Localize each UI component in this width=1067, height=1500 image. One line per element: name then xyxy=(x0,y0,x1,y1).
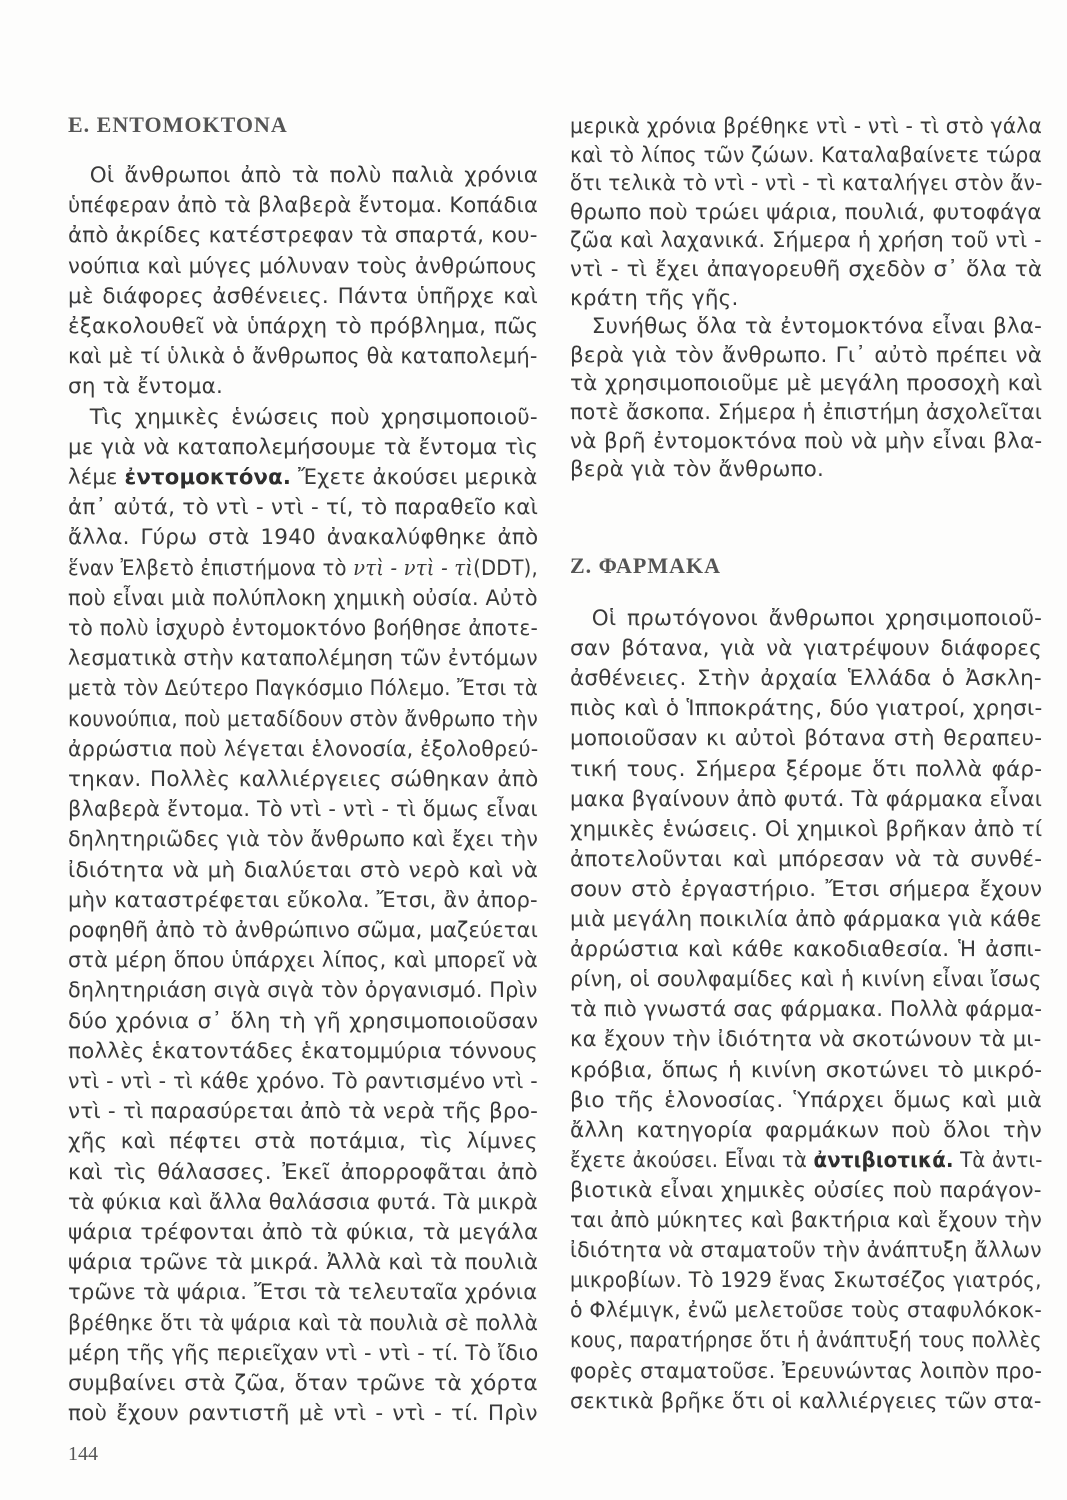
text-line xyxy=(570,255,1042,285)
text-run: ροφηθῆ ἀπὸ τὸ ἀνθρώπινο σῶμα, μαζεύεται xyxy=(68,918,538,943)
text-line xyxy=(570,284,739,314)
text-run: ἰδιότητα νὰ σταματοῦν τὴν ἀνάπτυξη ἄλλων xyxy=(570,1238,1042,1264)
text-line xyxy=(68,795,538,825)
text-line xyxy=(68,1248,538,1278)
text-line xyxy=(570,112,1042,142)
text-line xyxy=(570,634,1042,664)
text-line xyxy=(570,1116,1042,1146)
text-line xyxy=(68,1369,538,1399)
text-run: μὲ διάφορες ἀσθένειες. Πάντα ὑπῆρχε καὶ xyxy=(68,283,538,309)
text-run: βλαβερὰ ἔντομα. Τὸ ντὶ - ντὶ - τὶ ὅμως εἶναι xyxy=(68,797,538,823)
text-line xyxy=(570,724,1042,754)
text-run: κα ἔχουν τὴν ἰδιότητα νὰ σκοτώνουν τὰ μι- xyxy=(570,1027,1042,1053)
text-line xyxy=(68,916,538,946)
text-run: ρίνη, οἱ σουλφαμίδες καὶ ἡ κινίνη εἶναι ἴσως xyxy=(570,967,1042,993)
text-run: ψάρια τρῶνε τὰ μικρά. Ἀλλὰ καὶ τὰ πουλιὰ xyxy=(68,1250,539,1276)
text-line xyxy=(570,169,1042,199)
text-line xyxy=(68,976,537,1006)
text-run: μοποιοῦσαν κι αὐτοὶ βότανα στὴ θεραπευ- xyxy=(570,726,1043,752)
text-line xyxy=(570,1357,1042,1387)
text-run: δύο χρόνια σ᾽ ὅλη τὴ γῆ χρησιμοποιοῦσαν xyxy=(68,1008,539,1034)
text-line xyxy=(68,161,538,191)
text-line xyxy=(570,455,824,485)
text-line xyxy=(68,342,538,372)
text-line xyxy=(570,755,1042,785)
text-run: χημικὲς ἑνώσεις. Οἱ χημικοὶ βρῆκαν ἀπὸ τί xyxy=(570,816,1043,842)
text-run: μέρη τῆς γῆς περιεῖχαν ντὶ - ντὶ - τί. Τὸ ἴδιο xyxy=(68,1340,539,1366)
text-run: ἀρρώστια καὶ κάθε κακοδιαθεσία. Ἡ ἀσπι- xyxy=(570,937,1042,963)
text-run: ται ἀπὸ μύκητες καὶ βακτήρια καὶ ἔχουν τὴν xyxy=(570,1208,1043,1233)
text-line xyxy=(570,1025,1042,1055)
text-line xyxy=(68,765,538,795)
text-run: ἀρρώστια ποὺ λέγεται ἑλονοσία, ἐξολοθρεύ- xyxy=(68,736,539,762)
text-line xyxy=(68,674,538,704)
text-line xyxy=(68,433,538,463)
text-line xyxy=(68,1188,538,1218)
text-run: μιὰ μεγάλη ποικιλία ἀπὸ φάρμακα γιὰ κάθε xyxy=(570,907,1042,932)
text-line xyxy=(68,403,538,433)
text-line xyxy=(68,1067,538,1097)
text-line xyxy=(570,875,1042,905)
text-run: ἔχετε ἀκούσει. Εἶναι τὰ xyxy=(570,1147,814,1173)
text-line xyxy=(68,372,223,402)
text-run: βρέθηκε ὅτι τὰ ψάρια καὶ τὰ πουλιὰ σὲ πολλὰ xyxy=(68,1310,539,1336)
text-run: σαν βότανα, γιὰ νὰ γιατρέψουν διάφορες xyxy=(570,636,1042,662)
text-run: μικροβίων. Τὸ 1929 ἕνας Σκωτσέζος γιατρός, xyxy=(570,1268,1042,1294)
text-line xyxy=(68,584,538,614)
text-run: Οἱ ἄνθρωποι ἀπὸ τὰ πολὺ παλιὰ χρόνια xyxy=(68,163,539,188)
text-line xyxy=(68,252,537,282)
text-line xyxy=(68,644,538,674)
text-run: ἀπὸ ἀκρίδες κατέστρεφαν τὰ σπαρτά, κου- xyxy=(68,223,538,249)
text-line xyxy=(68,946,538,976)
text-line xyxy=(570,1236,1042,1266)
text-line xyxy=(570,604,1042,634)
text-line xyxy=(570,198,1042,228)
text-line xyxy=(68,614,538,644)
text-line xyxy=(570,1176,1042,1206)
text-run: δηλητηριάση σιγὰ σιγὰ τὸν ὀργανισμό. Πρὶν xyxy=(68,978,538,1004)
text-run: κους, παρατήρησε ὅτι ἡ ἀνάπτυξή τους πολλὲς xyxy=(570,1328,1042,1354)
text-line xyxy=(68,886,538,916)
text-line xyxy=(570,369,1042,399)
page-number: 144 xyxy=(68,1443,98,1465)
text-run: με γιὰ νὰ καταπολεμήσουμε τὰ ἔντομα τὶς xyxy=(68,434,539,460)
text-line xyxy=(68,493,538,523)
text-line xyxy=(570,398,1042,428)
text-run: μακα βγαίνουν ἀπὸ φυτά. Τὰ φάρμακα εἶναι xyxy=(570,786,1043,812)
text-run: στὰ μέρη ὅπου ὑπάρχει λίπος, καὶ μπορεῖ νὰ xyxy=(68,948,538,974)
text-run: τὰ φύκια καὶ ἄλλα θαλάσσια φυτά. Τὰ μικρὰ xyxy=(68,1189,539,1215)
text-run: ἕναν Ἐλβετὸ ἐπιστήμονα τὸ xyxy=(68,555,354,581)
text-run: ποὺ εἶναι μιὰ πολύπλοκη χημικὴ οὐσία. Αὐτὸ xyxy=(68,585,538,611)
text-line xyxy=(68,1037,538,1067)
text-line xyxy=(570,226,1042,256)
text-run: μὴν καταστρέφεται εὔκολα. Ἔτσι, ἂν ἀπορ- xyxy=(68,887,538,913)
text-run: ἄλλα. Γύρω στὰ 1940 ἀνακαλύφθηκε ἀπὸ xyxy=(68,525,539,551)
text-run: καὶ μὲ τί ὑλικὰ ὁ ἄνθρωπος θὰ καταπολεμή- xyxy=(68,344,538,370)
text-run: σουν στὸ ἐργαστήριο. Ἔτσι σήμερα ἔχουν xyxy=(570,876,1043,902)
text-line xyxy=(570,312,1042,342)
text-line xyxy=(68,191,538,221)
text-line xyxy=(68,1339,538,1369)
text-run: νὰ βρῆ ἐντομοκτόνα ποὺ νὰ μὴν εἶναι βλα- xyxy=(570,428,1043,454)
text-run: ζῶα καὶ λαχανικά. Σήμερα ἡ χρήση τοῦ ντὶ - xyxy=(570,228,1042,254)
text-line xyxy=(68,1158,538,1188)
text-line xyxy=(68,554,538,584)
text-run: (DDT), xyxy=(473,555,538,581)
text-line xyxy=(68,825,538,855)
text-line xyxy=(570,1266,1042,1296)
text-line xyxy=(68,282,538,312)
text-run: τηκαν. Πολλὲς καλλιέργειες σώθηκαν ἀπὸ xyxy=(68,767,539,792)
text-line xyxy=(570,815,1042,845)
text-run: ἀποτελοῦνται καὶ μπόρεσαν νὰ τὰ συνθέ- xyxy=(570,846,1043,872)
text-run: νούπια καὶ μύγες μόλυναν τοὺς ἀνθρώπους xyxy=(68,253,538,279)
text-run: ὑπέφεραν ἀπὸ τὰ βλαβερὰ ἔντομα. Κοπάδια xyxy=(68,193,539,219)
text-line xyxy=(570,905,1042,935)
text-line xyxy=(570,785,1042,815)
text-run: βιο τῆς ἑλονοσίας. Ὑπάρχει ὅμως καὶ μιὰ xyxy=(570,1087,1042,1113)
text-line xyxy=(68,735,538,765)
text-line xyxy=(570,965,1042,995)
text-line xyxy=(570,1086,1042,1116)
text-run: ντὶ - ντὶ - τὶ κάθε χρόνο. Τὸ ραντισμένο ντὶ - xyxy=(68,1069,538,1094)
text-line xyxy=(68,1309,538,1339)
bold-term: ἐντομοκτόνα. xyxy=(124,465,292,490)
text-line xyxy=(68,1097,538,1127)
text-run: βιοτικὰ εἶναι χημικὲς οὐσίες ποὺ παράγον- xyxy=(570,1177,1042,1203)
text-run: τὰ πιὸ γνωστά σας φάρμακα. Πολλὰ φάρμα- xyxy=(570,997,1043,1023)
text-line xyxy=(570,1326,1042,1356)
text-line xyxy=(570,845,1042,875)
text-run: Ἔχετε ἀκούσει μερικὰ xyxy=(291,465,538,490)
text-run: χῆς καὶ πέφτει στὰ ποτάμια, τὶς λίμνες xyxy=(68,1129,538,1155)
text-run: σεκτικὰ βρῆκε ὅτι οἱ καλλιέργειες τῶν στα- xyxy=(570,1388,1042,1414)
text-run: μετὰ τὸν Δεύτερο Παγκόσμιο Πόλεμο. Ἔτσι τὰ xyxy=(68,676,539,702)
text-run: ντὶ - τὶ ἔχει ἀπαγορευθῆ σχεδὸν σ᾽ ὅλα τὰ xyxy=(570,257,1043,282)
text-line xyxy=(570,341,1042,371)
text-run: Συνήθως ὅλα τὰ ἐντομοκτόνα εἶναι βλα- xyxy=(570,314,1043,340)
italic-term: ντὶ - ντὶ - τὶ xyxy=(353,555,474,581)
text-run: φορὲς σταματοῦσε. Ἐρευνώντας λοιπὸν προ- xyxy=(570,1358,1043,1384)
text-run: τὸ πολὺ ἰσχυρὸ ἐντομοκτόνο βοήθησε ἀποτε- xyxy=(68,616,539,641)
text-line xyxy=(68,463,537,493)
text-run: λεσματικὰ στὴν καταπολέμηση τῶν ἐντόμων xyxy=(68,646,538,672)
text-run: κράτη τῆς γῆς. xyxy=(570,285,739,311)
text-line xyxy=(570,1056,1042,1086)
text-line xyxy=(570,1146,1043,1176)
text-run: ση τὰ ἔντομα. xyxy=(68,374,224,400)
text-run: κρόβια, ὅπως ἡ κινίνη σκοτώνει τὸ μικρό- xyxy=(570,1057,1043,1083)
text-run: Τὶς χημικὲς ἑνώσεις ποὺ χρησιμοποιοῦ- xyxy=(68,404,538,430)
text-line xyxy=(68,1278,537,1308)
text-run: ἀσθένειες. Στὴν ἀρχαία Ἑλλάδα ὁ Ἀσκλη- xyxy=(570,666,1042,692)
text-line xyxy=(570,141,1042,171)
text-line xyxy=(68,1007,538,1037)
text-run: ποὺ ἔχουν ραντιστῆ μὲ ντὶ - ντὶ - τί. Πρὶν xyxy=(68,1401,538,1427)
text-line xyxy=(68,856,538,886)
text-line xyxy=(68,1399,538,1429)
text-line xyxy=(570,1296,1042,1326)
text-run: ἰδιότητα νὰ μὴ διαλύεται στὸ νερὸ καὶ νὰ xyxy=(68,857,539,883)
text-run: ὁ Φλέμιγκ, ἐνῶ μελετοῦσε τοὺς σταφυλόκοκ- xyxy=(570,1298,1042,1324)
text-run: ψάρια τρέφονται ἀπὸ τὰ φύκια, τὰ μεγάλα xyxy=(68,1220,539,1245)
section-heading-medicines: Ζ. ΦΑΡΜΑΚΑ xyxy=(570,553,721,578)
text-line xyxy=(570,427,1042,457)
text-line xyxy=(570,1387,1042,1417)
text-run: καὶ τὸ λίπος τῶν ζώων. Καταλαβαίνετε τώρα xyxy=(570,142,1042,168)
text-run: Οἱ πρωτόγονοι ἄνθρωποι χρησιμοποιοῦ- xyxy=(570,606,1043,631)
text-run: ὅτι τελικὰ τὸ ντὶ - ντὶ - τὶ καταλήγει στὸν ἄν- xyxy=(570,171,1043,197)
text-run: θρωπο ποὺ τρώει ψάρια, πουλιά, φυτοφάγα xyxy=(570,199,1042,225)
text-line xyxy=(68,523,538,553)
text-run: δηλητηριῶδες γιὰ τὸν ἄνθρωπο καὶ ἔχει τὴν xyxy=(68,827,539,853)
text-line xyxy=(570,664,1042,694)
text-run: καὶ τὶς θάλασσες. Ἐκεῖ ἀπορροφᾶται ἀπὸ xyxy=(68,1159,538,1185)
text-run: τρῶνε τὰ ψάρια. Ἔτσι τὰ τελευταῖα χρόνια xyxy=(68,1280,538,1306)
text-line xyxy=(570,935,1042,965)
text-run: ἄλλη κατηγορία φαρμάκων ποὺ ὅλοι τὴν xyxy=(570,1117,1042,1143)
text-run: τὰ χρησιμοποιοῦμε μὲ μεγάλη προσοχὴ καὶ xyxy=(570,371,1043,397)
text-run: τική τους. Σήμερα ξέρομε ὅτι πολλὰ φάρ- xyxy=(570,756,1043,782)
text-run: βερὰ γιὰ τὸν ἄνθρωπο. xyxy=(570,457,825,483)
text-run: βερὰ γιὰ τὸν ἄνθρωπο. Γι᾽ αὐτὸ πρέπει νὰ xyxy=(570,342,1043,368)
text-run: κουνούπια, ποὺ μεταδίδουν στὸν ἄνθρωπο τὴν xyxy=(68,706,539,732)
text-line xyxy=(68,221,538,251)
text-line xyxy=(68,1218,538,1248)
bold-term: ἀντιβιοτικά. xyxy=(813,1147,954,1173)
text-run: λέμε xyxy=(68,465,125,490)
text-run: ἐξακολουθεῖ νὰ ὑπάρχη τὸ πρόβλημα, πῶς xyxy=(68,314,539,339)
text-run: ποτὲ ἄσκοπα. Σήμερα ἡ ἐπιστήμη ἀσχολεῖται xyxy=(570,400,1043,425)
text-line xyxy=(68,312,538,342)
text-run: ἀπ᾽ αὐτά, τὸ ντὶ - ντὶ - τί, τὸ παραθεῖο καὶ xyxy=(68,495,539,521)
text-run: μερικὰ χρόνια βρέθηκε ντὶ - ντὶ - τὶ στὸ γάλα xyxy=(570,114,1043,139)
section-heading-insecticides: Ε. ΕΝΤΟΜΟΚΤΟΝΑ xyxy=(68,112,288,137)
text-run: συμβαίνει στὰ ζῶα, ὅταν τρῶνε τὰ χόρτα xyxy=(68,1371,538,1396)
text-run: πολλὲς ἑκατοντάδες ἑκατομμύρια τόννους xyxy=(68,1038,538,1064)
text-line xyxy=(570,995,1042,1025)
text-run: Τὰ ἀντι- xyxy=(953,1147,1043,1173)
text-line xyxy=(570,694,1042,724)
text-run: ντὶ - τὶ παρασύρεται ἀπὸ τὰ νερὰ τῆς βρο- xyxy=(68,1099,539,1125)
text-line xyxy=(68,1127,538,1157)
text-run: πιὸς καὶ ὁ Ἱπποκράτης, δύο γιατροί, χρησι- xyxy=(570,696,1043,722)
text-line xyxy=(68,705,538,735)
text-line xyxy=(570,1206,1042,1236)
